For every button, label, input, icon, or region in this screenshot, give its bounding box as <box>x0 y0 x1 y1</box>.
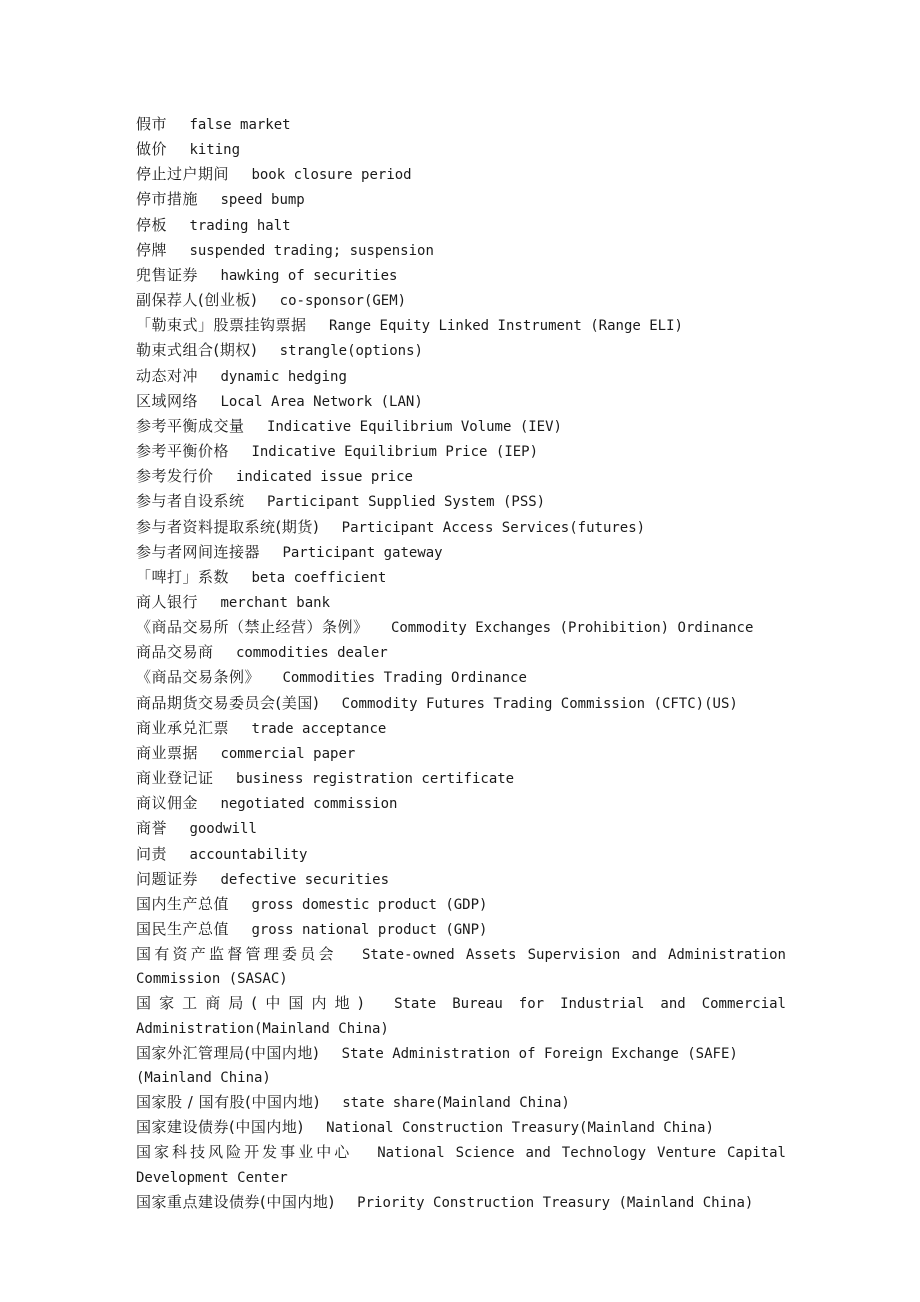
term-english: false market <box>189 117 291 133</box>
term-chinese: 假市 <box>136 115 168 133</box>
term-english: suspended trading; suspension <box>189 242 434 259</box>
term-english: commercial paper <box>220 745 356 762</box>
term-chinese: 《商品交易条例》 <box>136 668 261 687</box>
glossary-entry <box>136 464 786 489</box>
term-english: Commodity Futures Trading Commission (CFTC)(US) <box>341 695 738 712</box>
glossary-entry <box>136 816 786 841</box>
glossary-entry <box>136 439 786 464</box>
term-english: goodwill <box>189 821 257 838</box>
glossary-entry <box>136 665 786 690</box>
term-english: hawking of securities <box>220 267 398 284</box>
term-english: accountability <box>189 846 308 863</box>
term-chinese: 兜售证券 <box>136 265 199 284</box>
glossary-entry <box>136 162 786 187</box>
term-chinese: 停止过户期间 <box>136 165 230 184</box>
term-chinese: 国家科技风险开发事业中心 <box>136 1143 353 1162</box>
term-chinese: 问题证券 <box>136 869 199 888</box>
term-chinese: 国家外汇管理局(中国内地) <box>136 1043 320 1062</box>
term-english: business registration certificate <box>235 771 515 788</box>
term-chinese: 参考发行价 <box>136 467 214 486</box>
glossary-entry <box>136 766 786 791</box>
term-english: State Administration of Foreign Exchange (SAFE)(Mainland China) <box>136 1045 738 1086</box>
term-chinese: 动态对冲 <box>136 366 199 385</box>
term-chinese: 商业承兑汇票 <box>136 718 230 737</box>
term-chinese: 国民生产总值 <box>136 920 230 938</box>
term-english: defective securities <box>220 871 390 888</box>
glossary-entry <box>136 414 786 439</box>
glossary-document <box>136 112 786 1215</box>
glossary-entry <box>136 565 786 590</box>
term-english: Local Area Network (LAN) <box>220 393 423 410</box>
term-english: trading halt <box>189 217 291 234</box>
term-chinese: 参考平衡成交量 <box>136 416 245 435</box>
term-chinese: 停市措施 <box>136 190 199 209</box>
glossary-entry <box>136 213 786 238</box>
term-english: co-sponsor(GEM) <box>279 293 407 310</box>
term-english: kiting <box>189 142 241 159</box>
term-chinese: 「勒束式」股票挂钩票据 <box>136 316 307 335</box>
term-chinese: 国有资产监督管理委员会 <box>136 945 337 964</box>
term-english: State Bureau for Industrial and Commercial Administration(Mainland China) <box>136 996 786 1037</box>
term-chinese: 勒束式组合(期权) <box>136 341 258 360</box>
term-chinese: 参考平衡价格 <box>136 442 230 461</box>
glossary-entry <box>136 515 786 540</box>
term-chinese: 区域网络 <box>136 391 199 410</box>
glossary-entry <box>136 590 786 615</box>
term-english: National Science and Technology Venture Capital Development Center <box>136 1145 786 1186</box>
term-english: merchant bank <box>220 594 331 611</box>
glossary-entry <box>136 1041 786 1090</box>
term-chinese: 做价 <box>136 140 168 159</box>
glossary-entry <box>136 364 786 389</box>
glossary-entry <box>136 917 786 942</box>
glossary-entry <box>136 1115 786 1140</box>
term-chinese: 国家工商局(中国内地) <box>136 994 365 1013</box>
term-english: gross national product (GNP) <box>251 922 488 938</box>
glossary-entry <box>136 288 786 313</box>
glossary-entry <box>136 1140 786 1189</box>
term-chinese: 问责 <box>136 844 168 863</box>
term-english: commodities dealer <box>235 645 388 662</box>
term-english: speed bump <box>220 192 305 209</box>
glossary-entry <box>136 741 786 766</box>
term-english: State-owned Assets Supervision and Administration Commission (SASAC) <box>136 947 786 988</box>
term-english: beta coefficient <box>251 569 387 586</box>
glossary-entry <box>136 338 786 363</box>
term-chinese: 商议佣金 <box>136 794 199 813</box>
glossary-entry <box>136 892 786 917</box>
term-english: book closure period <box>251 167 412 184</box>
term-chinese: 参与者自设系统 <box>136 492 245 511</box>
glossary-entry <box>136 640 786 665</box>
glossary-entry <box>136 991 786 1040</box>
glossary-entry <box>136 867 786 892</box>
term-english: Indicative Equilibrium Price (IEP) <box>251 444 539 461</box>
glossary-entry <box>136 238 786 263</box>
term-chinese: 停板 <box>136 215 168 234</box>
glossary-entry <box>136 137 786 162</box>
term-chinese: 商品期货交易委员会(美国) <box>136 693 320 712</box>
glossary-entry <box>136 489 786 514</box>
term-english: state share(Mainland China) <box>342 1095 570 1112</box>
term-english: indicated issue price <box>235 469 413 486</box>
term-chinese: 副保荐人(创业板) <box>136 291 258 310</box>
term-chinese: 国家重点建设债券(中国内地) <box>136 1192 335 1211</box>
term-english: Range Equity Linked Instrument (Range ELI) <box>328 318 683 335</box>
glossary-entry <box>136 842 786 867</box>
glossary-entry <box>136 716 786 741</box>
term-chinese: 国家股 / 国有股(中国内地) <box>136 1093 320 1112</box>
term-english: Commodities Trading Ordinance <box>282 670 527 687</box>
term-chinese: 商人银行 <box>136 592 199 611</box>
term-english: negotiated commission <box>220 796 398 813</box>
term-english: Participant Access Services(futures) <box>341 519 646 536</box>
glossary-entry <box>136 691 786 716</box>
term-chinese: 商品交易商 <box>136 643 214 662</box>
term-chinese: 「啤打」系数 <box>136 567 230 586</box>
glossary-entry <box>136 1190 786 1215</box>
glossary-entry <box>136 112 786 137</box>
glossary-entry <box>136 791 786 816</box>
term-chinese: 国家建设债券(中国内地) <box>136 1118 304 1137</box>
term-english: strangle(options) <box>279 343 423 360</box>
glossary-entry <box>136 187 786 212</box>
term-chinese: 商誉 <box>136 819 168 838</box>
term-english: dynamic hedging <box>220 368 347 385</box>
term-english: Indicative Equilibrium Volume (IEV) <box>266 418 562 435</box>
term-chinese: 商业登记证 <box>136 769 214 788</box>
term-chinese: 参与者资料提取系统(期货) <box>136 517 320 536</box>
term-english: Participant Supplied System (PSS) <box>266 494 546 511</box>
term-english: trade acceptance <box>251 720 387 737</box>
glossary-entry <box>136 540 786 565</box>
term-chinese: 《商品交易所（禁止经营）条例》 <box>136 618 369 637</box>
glossary-entry <box>136 615 786 640</box>
term-english: Participant gateway <box>282 544 443 561</box>
glossary-entry <box>136 1090 786 1115</box>
term-english: gross domestic product (GDP) <box>251 896 488 913</box>
glossary-entry <box>136 313 786 338</box>
term-chinese: 国内生产总值 <box>136 894 230 913</box>
term-chinese: 商业票据 <box>136 743 199 762</box>
glossary-entry <box>136 263 786 288</box>
glossary-entry <box>136 942 786 991</box>
term-chinese: 停牌 <box>136 240 168 259</box>
term-english: National Construction Treasury(Mainland China) <box>326 1120 714 1137</box>
glossary-entry <box>136 389 786 414</box>
term-english: Commodity Exchanges (Prohibition) Ordinance <box>390 620 754 637</box>
term-chinese: 参与者网间连接器 <box>136 542 261 561</box>
term-english: Priority Construction Treasury (Mainland China) <box>357 1194 754 1211</box>
